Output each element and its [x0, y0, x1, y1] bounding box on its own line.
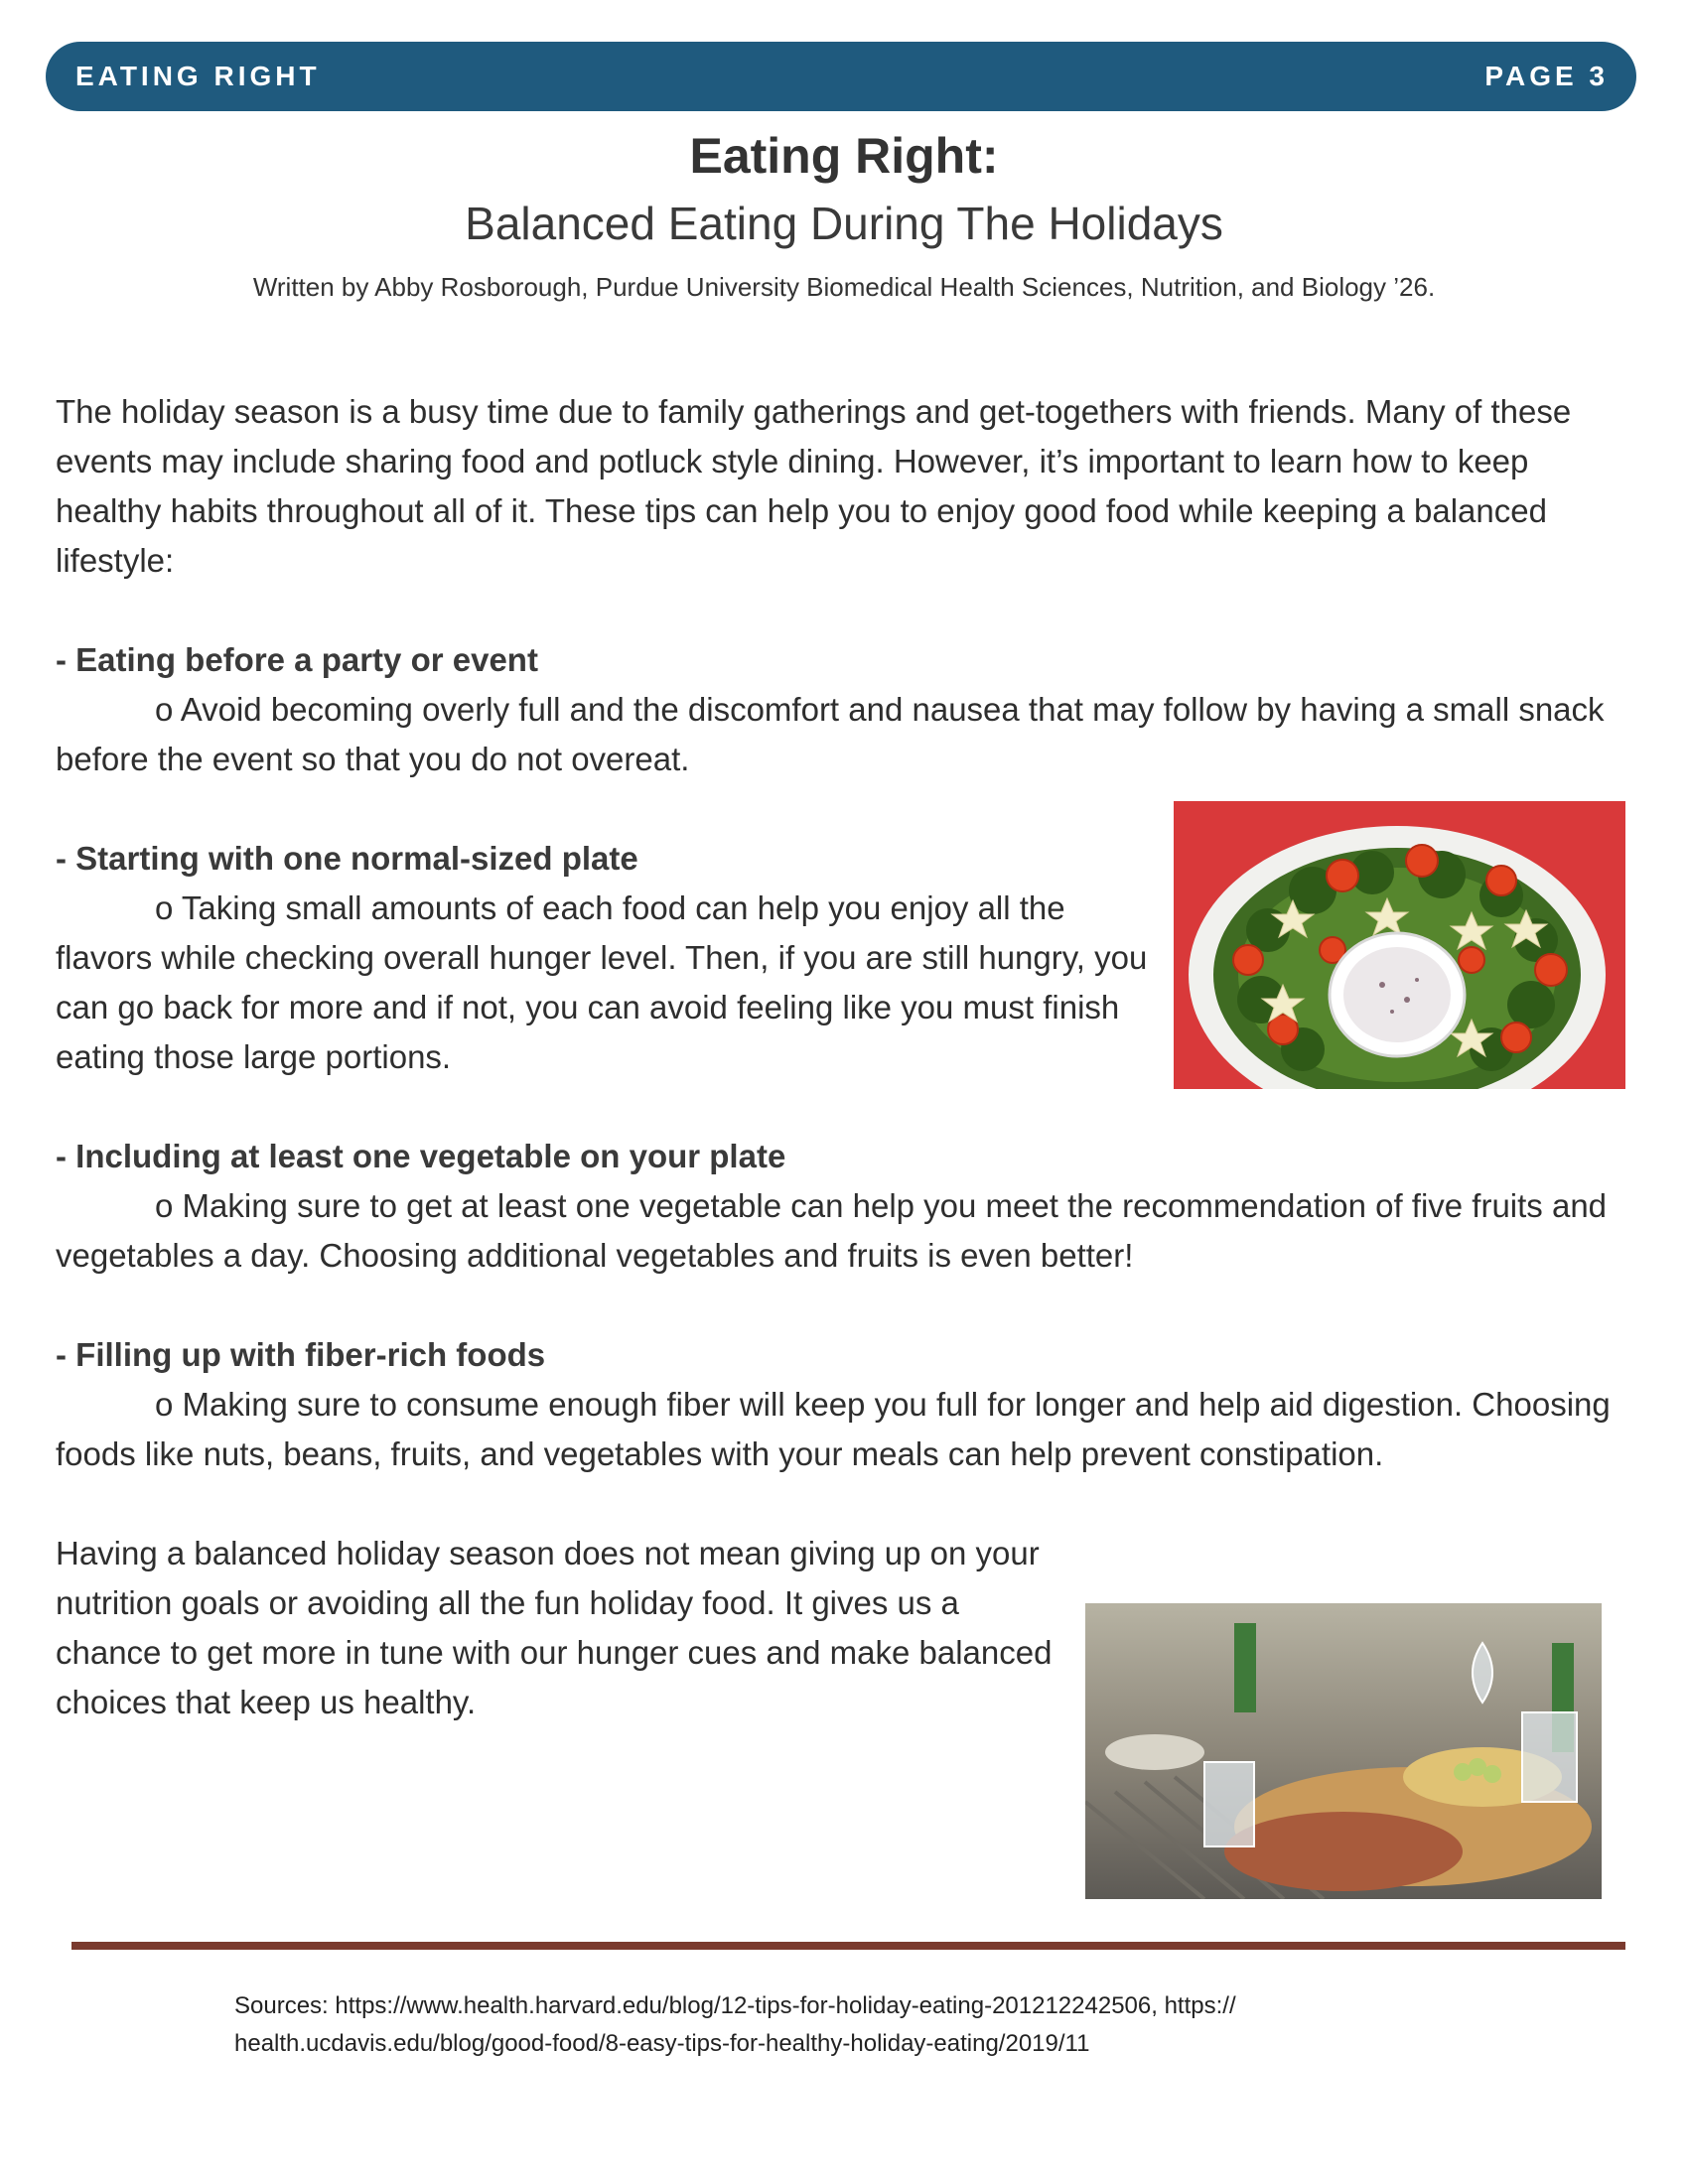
veggie-wreath-illustration: [1174, 801, 1625, 1089]
tip-body: o Making sure to get at least one vegetable can help you meet the recommendation of five fruits and vegetables a day. Choosing additional vegetables and fruits is even better!: [56, 1187, 1608, 1274]
sources-line: Sources: https://www.health.harvard.edu/blog/12-tips-for-holiday-eating-201212242506, https://: [234, 1992, 1236, 2019]
tip-heading: - Starting with one normal-sized plate: [56, 840, 638, 877]
section-header-bar: [46, 42, 1636, 111]
title-block: [0, 119, 1688, 303]
tip-body: o Avoid becoming overly full and the discomfort and nausea that may follow by having a small snack before the event so that you do not overeat.: [56, 691, 1605, 777]
closing-paragraph: Having a balanced holiday season does not mean giving up on your nutrition goals or avoiding all the fun holiday food. It gives us a chance to get more in tune with our hunger cues and make balanced choices that keep us healthy.: [56, 1535, 1053, 1720]
sources-line: health.ucdavis.edu/blog/good-food/8-easy-tips-for-healthy-holiday-eating/2019/11: [234, 2030, 1090, 2057]
tip-body: o Making sure to consume enough fiber will keep you full for longer and help aid digestion. Choosing foods like nuts, beans, fruits, and vegetables with your meals can help prevent constipation.: [56, 1386, 1611, 1472]
section-divider: [71, 1942, 1625, 1950]
tip-heading: - Eating before a party or event: [56, 641, 538, 678]
holiday-table-illustration: [1085, 1603, 1602, 1899]
tip-heading: - Filling up with fiber-rich foods: [56, 1336, 546, 1373]
section-label: EATING RIGHT: [75, 61, 321, 91]
article-title: Eating Right:: [689, 128, 999, 184]
byline: Written by Abby Rosborough, Purdue University Biomedical Health Sciences, Nutrition, and Biology ’26.: [252, 272, 1436, 302]
veggie-wreath-photo: [1174, 801, 1625, 1089]
holiday-table-photo: [1085, 1603, 1602, 1899]
tip-heading: - Including at least one vegetable on your plate: [56, 1138, 786, 1174]
sources: [234, 1987, 1565, 2063]
article-subtitle: Balanced Eating During The Holidays: [465, 198, 1223, 249]
tip-body: o Taking small amounts of each food can help you enjoy all the flavors while checking overall hunger level. Then, if you are still hungry, you can go back for more and if not, you can avoid feeling like you must finish eating those large portions.: [56, 889, 1148, 1075]
page-number: PAGE 3: [1484, 61, 1609, 91]
intro-paragraph: The holiday season is a busy time due to family gatherings and get-togethers with friends. Many of these events may include sharing food and potluck style dining. However, it’s important to learn how to keep healthy habits throughout all of it. These tips can help you to enjoy good food while keeping a balanced lifestyle:: [56, 393, 1572, 579]
